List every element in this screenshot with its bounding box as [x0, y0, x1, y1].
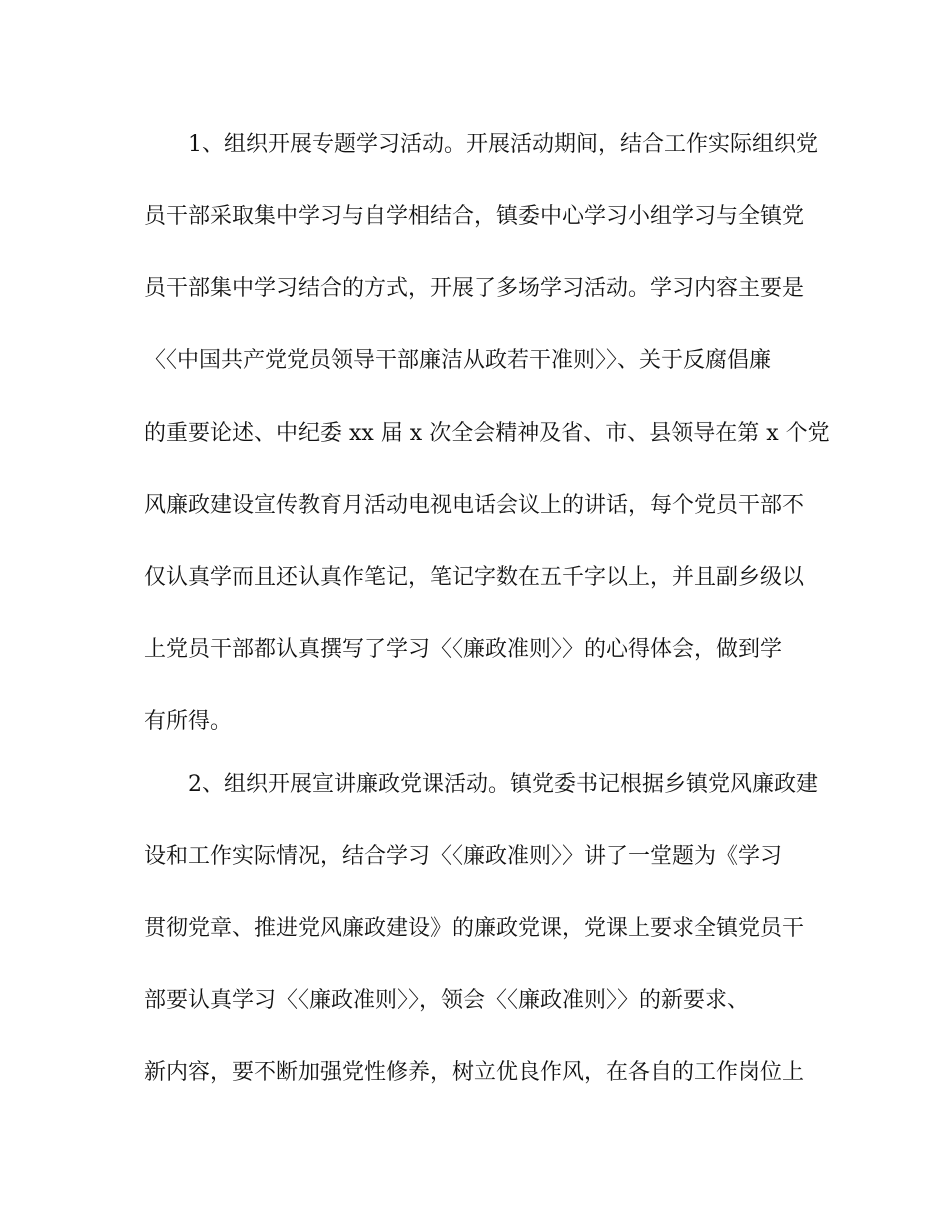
- paragraph-1-line-6: 风廉政建设宣传教育月活动电视电话会议上的讲话，每个党员干部不: [144, 493, 805, 518]
- paragraph-1-line-1: 1、组织开展专题学习活动。开展活动期间，结合工作实际组织党: [188, 132, 818, 157]
- paragraph-2-line-5: 新内容，要不断加强党性修养，树立优良作风，在各自的工作岗位上: [144, 1060, 805, 1085]
- paragraph-2-line-4: 部要认真学习〈〈廉政准则〉〉，领会〈〈廉政准则〉〉的新要求、: [144, 988, 750, 1013]
- paragraph-1-line-4: 〈〈中国共产党党员领导干部廉洁从政若干准则〉〉、关于反腐倡廉: [144, 348, 772, 373]
- paragraph-2-line-2: 设和工作实际情况，结合学习〈〈廉政准则〉〉讲了一堂题为《学习: [144, 844, 783, 869]
- paragraph-1-line-9: 有所得。: [144, 709, 233, 734]
- paragraph-1-line-3: 员干部集中学习结合的方式，开展了多场学习活动。学习内容主要是: [144, 276, 805, 301]
- paragraph-1-line-5: 的重要论述、中纪委 xx 届 x 次全会精神及省、市、县领导在第 x 个党: [144, 421, 830, 446]
- paragraph-2-line-1: 2、组织开展宣讲廉政党课活动。镇党委书记根据乡镇党风廉政建: [188, 772, 818, 797]
- paragraph-1-line-2: 员干部采取集中学习与自学相结合，镇委中心学习小组学习与全镇党: [144, 204, 805, 229]
- paragraph-2-line-3: 贯彻党章、推进党风廉政建设》的廉政党课，党课上要求全镇党员干: [144, 916, 805, 941]
- paragraph-1-line-7: 仅认真学而且还认真作笔记，笔记字数在五千字以上，并且副乡级以: [144, 565, 805, 590]
- paragraph-1-line-8: 上党员干部都认真撰写了学习〈〈廉政准则〉〉的心得体会，做到学: [144, 637, 783, 662]
